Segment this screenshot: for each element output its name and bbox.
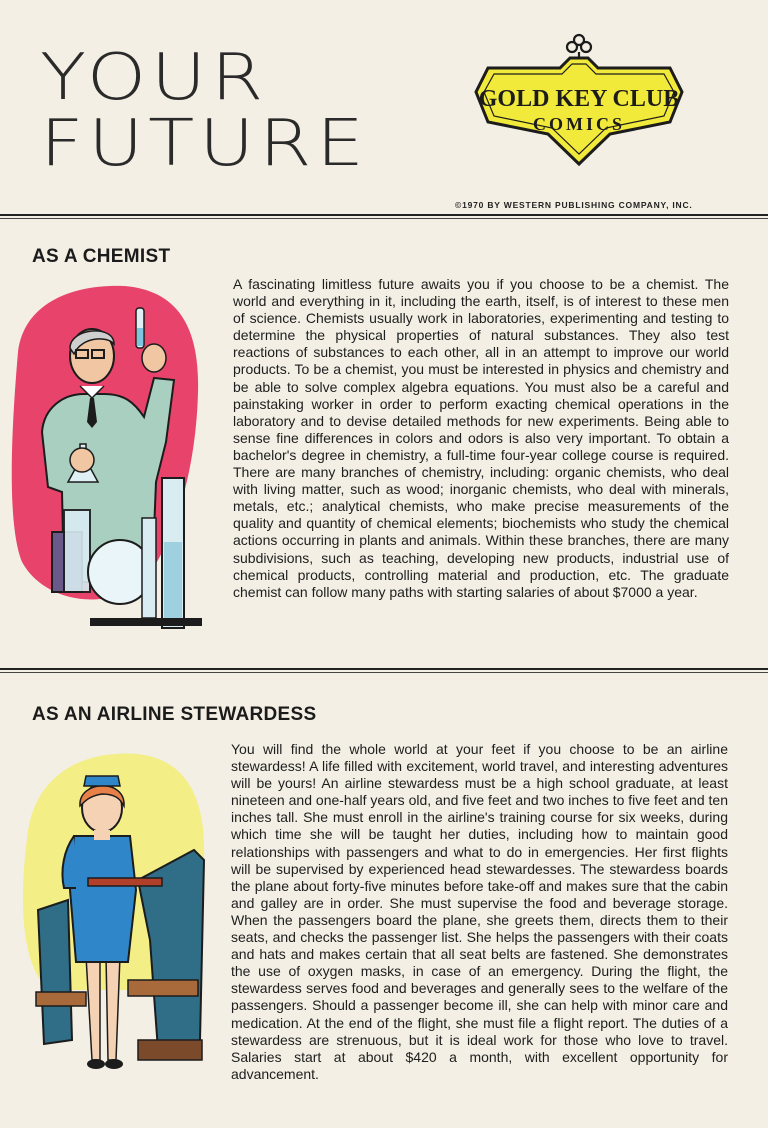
chemist-illustration: [4, 282, 204, 636]
logo-text-line-1: GOLD KEY CLUB: [478, 86, 680, 112]
section-heading-stewardess: AS AN AIRLINE STEWARDESS: [32, 704, 317, 725]
page-title-line-1: YOUR: [40, 41, 269, 115]
section-heading-chemist: AS A CHEMIST: [32, 246, 171, 267]
section-body-stewardess: You will find the whole world at your feet if you choose to be an airline stewardess! A life filled with excitement, world travel, and interesting adventures will be yours! An airline stewardess must be a high school graduate, at least nineteen and one-half years old, and five feet and two inches to five feet and ten inches tall. She must enroll in the airline's training course for six weeks, during which time she will be taught her duties, including how to maintain good relationships with passengers and what to do in emergencies. Her first flights will be supervised by experienced head stewardesses. The stewardess boards the plane about forty-five minutes before take-off and makes sure that the cabin and galley are in order. She must supervise the food and beverage storage. When the passengers board the plane, she greets them, directs them to their seats, and checks the passenger list. She helps the passengers with their coats and hats and makes certain that all seat belts are fastened. She demonstrates the use of oxygen masks, in case of an emergency. During the flight, the stewardess serves food and beverages and generally sees to the welfare of the passengers. Should a passenger become ill, she can help with minor care and medication. At the end of the flight, she must file a flight report. The duties of a stewardess are strenuous, but it is ideal work for those who love to travel. Salaries start at about $420 a month, with excellent opportunity for advancement.: [231, 741, 728, 1082]
divider-top: [0, 214, 768, 219]
section-body-chemist: A fascinating limitless future awaits you if you choose to be a chemist. The world and everything in it, including the earth, itself, is of interest to these men of science. Chemists usually work in laboratories, experimenting and testing to determine the physical properties of natural substances. They also test reactions of substances to each other, all in an attempt to improve our world products. To be a chemist, you must be interested in physics and chemistry and be able to solve complex algebra equations. You must also be a careful and painstaking worker in order to perform exacting chemical operations in the laboratory and to devise detailed methods for new experiments. Being able to sense fine differences in colors and odors is also very important. To obtain a bachelor's degree in chemistry, a full-time four-year college course is required. There are many branches of chemistry, including: organic chemists, who deal with living matter, such as wood; inorganic chemists, who deal with minerals, metals, etc.; analytical chemists, who make precise measurements of the quality and quantity of chemical elements; biochemists who study the chemical actions occurring in plants and animals. Within these branches, there are many subdivisions, such as teaching, developing new products, industrial use of chemical products, controlling material and production, etc. The graduate chemist can follow many paths with starting salaries of about $7000 a year.: [233, 276, 729, 600]
page-title-line-2: FUTURE: [40, 107, 369, 181]
logo-text-line-2: COMICS: [532, 114, 626, 134]
stewardess-illustration: [8, 740, 214, 1090]
gold-key-club-logo: [470, 30, 688, 170]
divider-middle: [0, 668, 768, 673]
page-header: [0, 0, 768, 216]
copyright-notice: ©1970 BY WESTERN PUBLISHING COMPANY, INC.: [455, 200, 693, 210]
